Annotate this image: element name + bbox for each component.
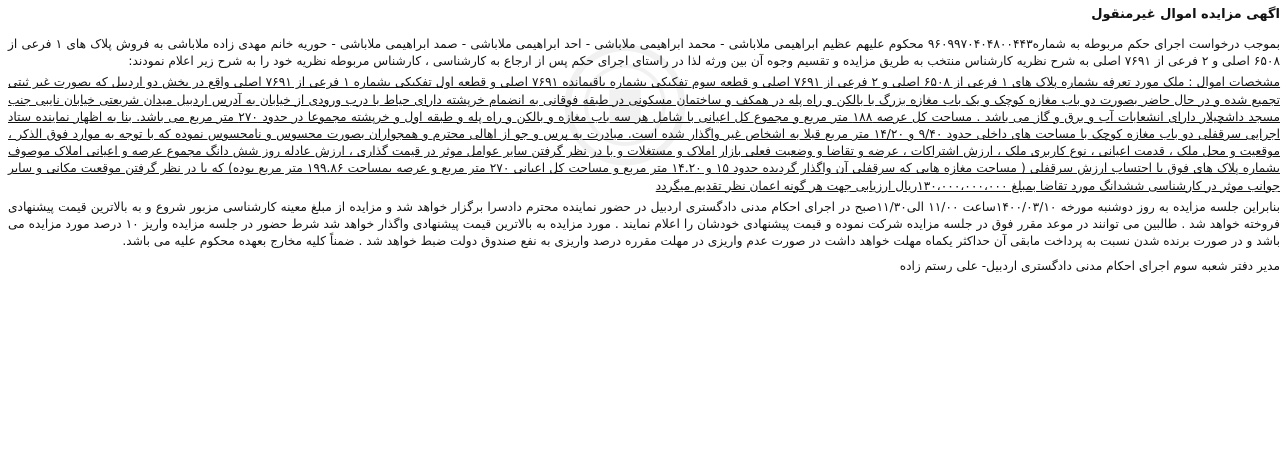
- auction-notice: [8, 6, 1280, 276]
- auction-terms-paragraph: بنابراین جلسه مزایده به روز دوشنبه مورخه ۱۴۰۰/۰۳/۱۰ساعت ۱۱/۰۰ الی۱۱/۳۰صبح در اجرای احکام مدنی دادگستری اردبیل در حضور نماینده محترم دادسرا برگزار خواهد شد و مزایده از مبلغ معینه کارشناسی مزبور شروع و به بالاترین قیمت پیشنهادی فروخته خواهد شد . طالبین می توانند در موعد مقرر فوق در جلسه مزایده شرکت نموده و قیمت پیشنهادی خودشان را اعلام نمایند . مورد مزایده به بالاترین قیمت پیشنهادی واگذار خواهد شد شرط حضور در جلسه مزایده واریز ۱۰ درصد مورد مزایده می باشد و در صورت برنده شدن نسبت به پرداخت مابقی آن حداکثر یکماه مهلت خواهد داشت در صورت عدم واریزی در مهلت مقرره درصد واریزی به نفع صندوق دولت ضبط خواهد شد . ضمناً کلیه مخارج بعهده محکوم علیه می باشد.: [8, 199, 1280, 249]
- intro-paragraph: بموجب درخواست اجرای حکم مربوطه به شماره۹۶۰۹۹۷۰۴۰۴۸۰۰۴۴۳ محکوم علیهم عظیم ابراهیمی ملاباشی - محمد ابراهیمی ملاباشی - احد ابراهیمی ملاباشی - صمد ابراهیمی ملاباشی - حوریه خانم مهدی زاده ملاباشی به فروش پلاک های ۱ فرعی از ۶۵۰۸ اصلی و ۲ فرعی از ۷۶۹۱ اصلی به شرح نظریه کارشناس منتخب به طریق مزایده و تقسیم وجوه آن بین ورثه لذا در راستای اجرای حکم پس از ارجاع به کارشناسی ، کارشناس مربوطه نظریه خود را به شرح زیر اعلام نمودند:: [8, 37, 1280, 69]
- signature-line: مدیر دفتر شعبه سوم اجرای احکام مدنی دادگستری اردبیل- علی رستم زاده: [899, 259, 1280, 274]
- property-specs-paragraph: مشخصات اموال : ملک مورد تعرفه بشماره پلاک های ۱ فرعی از ۶۵۰۸ اصلی و ۲ فرعی از ۷۶۹۱ اصلی و قطعه سوم تفکیکی بشماره باقیمانده ۷۶۹۱ اصلی و قطعه اول تفکیکی بشماره ۱ فرعی از ۷۶۹۱ اصلی واقع در بخش دو اردبیل که بصورت غیر ثبتی تجمیع شده و در حال حاضر بصورت دو باب مغازه کوچک و یک باب مغازه بزرگ با بالکن و راه پله در همکف و ساختمان مسکونی در طبقه فوقانی به انضمام خرپشته دارای حیاط با درب ورودی از خیابان به آدرس اردبیل میدان شریعتی خیابان نایبی جنب مسجد داشچیلار دارای انشعابات آب و برق و گاز می باشد . مساحت کل عرصه ۱۸۸ متر مربع و مجموع کل اعیانی با شامل هر سه باب مغازه و بالکن و راه پله و طبقه اول و خرپشته مجموعا در حدود ۲۷۰ متر مربع می باشد. بنا به اظهار نماینده ستاد اجرایی سرقفلی دو باب مغازه کوچک با مساحت های داخلی حدود ۹/۴۰ و ۱۴/۲۰ متر مربع قبلا به اشخاص غیر واگذار شده است. مبادرت به پرس و جو از اهالی محترم و همجواران بصورت محسوس و نامحسوس نموده که با توجه به موارد فوق الذکر ، موقعیت و محل ملک ، قدمت اعیانی ، نوع کاربری ملک ، ارزش اشتراکات ، عرضه و تقاضا و وضعیت فعلی بازار املاک و مستغلات و با در نظر گرفتن سایر عوامل موثر در قیمت گذاری ، ارزش عادله روز شش دانگ مجموع عرصه و اعیانی املاک موصوف بشماره پلاک های فوق با احتساب ارزش سرقفلی ( مساحت مغازه هایی که سرقفلی آن واگذار گردیده حدود ۱۵ و ۱۴.۲۰ متر مربع و مساحت کل اعیانی ۲۷۰ متر مربع و عرصه بمساحت ۱۹۹.۸۶ متر مربع بوده) که با در نظر گرفتن موقعیت مکانی و سایر جوانب موثر در کارشناسی ششدانگ مورد تقاضا بمبلغ ۱۳۰،۰۰۰،۰۰۰،۰۰۰ریال ارزیابی جهت هر گونه اعمان نظر تقدیم میگردد: [8, 75, 1281, 193]
- notice-title: اگهی مزایده اموال غیرمنقول: [1091, 7, 1280, 22]
